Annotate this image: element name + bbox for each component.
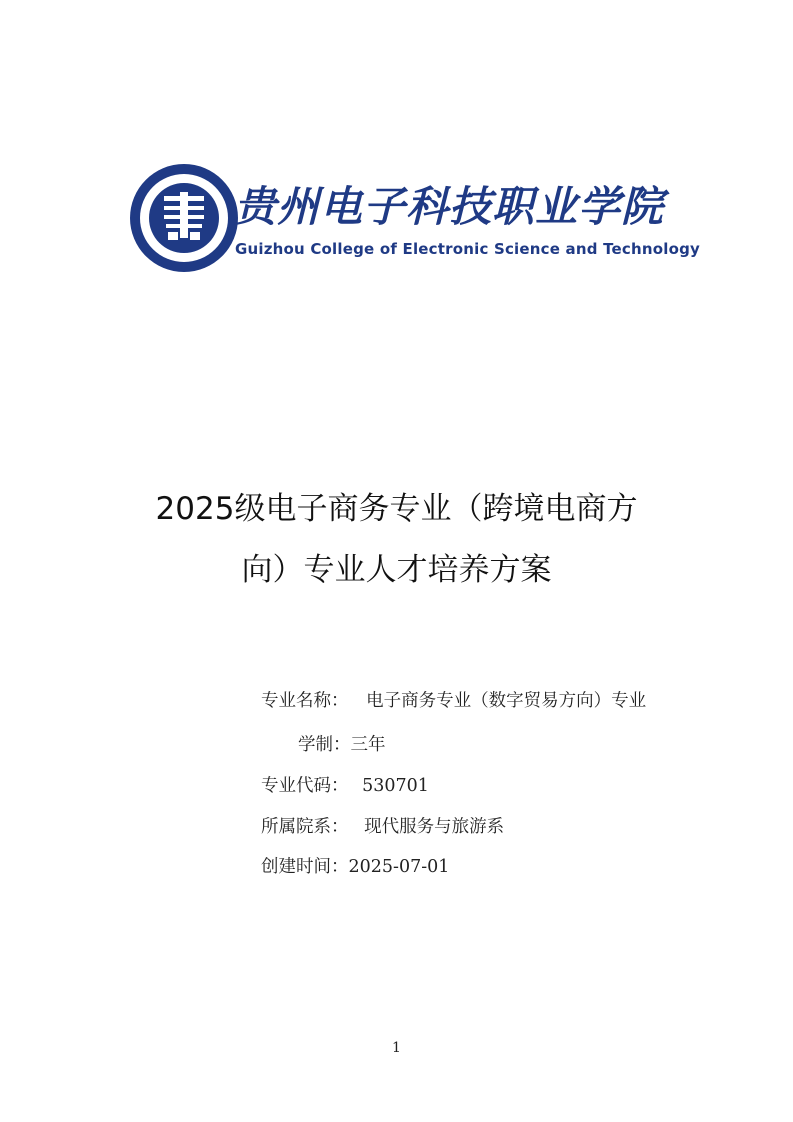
code-value: 530701 — [362, 776, 429, 796]
info-major — [261, 687, 646, 712]
school-emblem-icon — [128, 162, 240, 274]
college-logo — [128, 162, 701, 282]
info-code — [261, 772, 429, 797]
info-department — [261, 813, 504, 838]
duration-value: 三年 — [350, 735, 386, 755]
document-title-line1: 2025级电子商务专业（跨境电商方 — [155, 491, 638, 527]
document-title-line2: 向）专业人才培养方案 — [241, 552, 552, 588]
info-duration — [298, 731, 386, 756]
major-label: 专业名称： — [261, 691, 349, 711]
duration-label: 学制： — [298, 735, 351, 755]
date-label: 创建时间： — [261, 857, 349, 877]
college-name-en: Guizhou College of Electronic Science and Technology — [235, 240, 701, 258]
dept-label: 所属院系： — [261, 817, 349, 837]
code-label: 专业代码： — [261, 776, 349, 796]
college-name-cn: 贵州电子科技职业学院 — [234, 182, 665, 231]
major-value: 电子商务专业（数字贸易方向）专业 — [366, 691, 647, 711]
date-value: 2025-07-01 — [348, 857, 450, 877]
page-number: 1 — [392, 1040, 401, 1056]
info-date — [261, 853, 449, 878]
dept-value: 现代服务与旅游系 — [364, 817, 505, 837]
